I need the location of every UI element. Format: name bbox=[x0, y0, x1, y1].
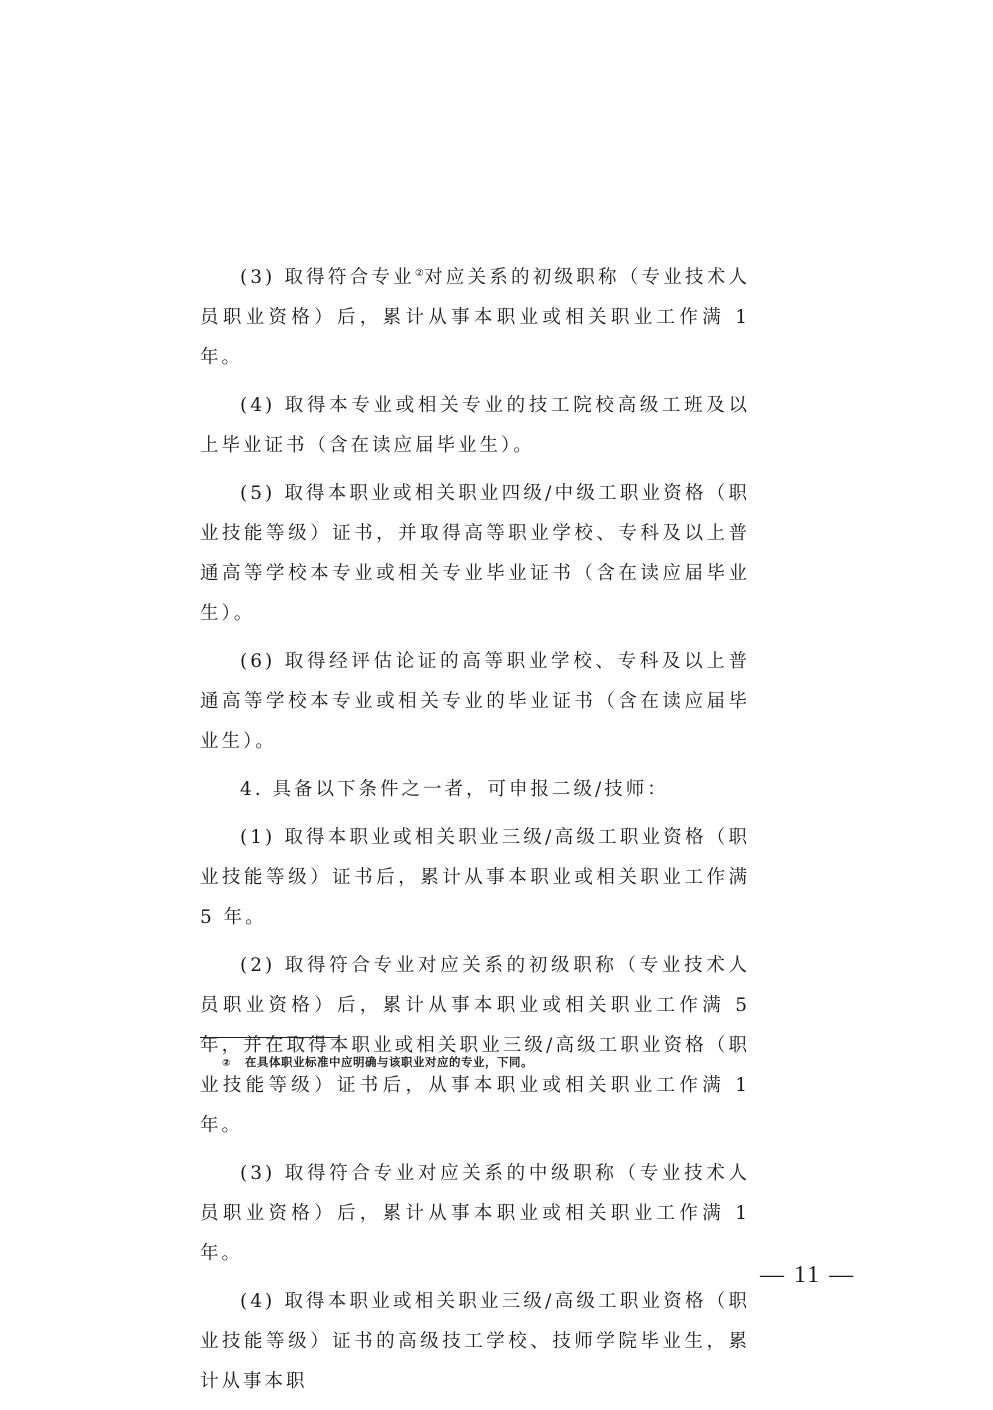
paragraph-item-1: (1) 取得本职业或相关职业三级/高级工职业资格（职业技能等级）证书后，累计从事本职业或相关职业工作满 5 年。 bbox=[200, 827, 750, 928]
footnote bbox=[222, 1054, 533, 1070]
paragraph-item-3b: (3) 取得符合专业对应关系的中级职称（专业技术人员职业资格）后，累计从事本职业或相关职业工作满 1 年。 bbox=[200, 1163, 750, 1264]
section-heading-level-2: 4. 具备以下条件之一者，可申报二级/技师： bbox=[240, 779, 669, 800]
paragraph-item-4b: (4) 取得本职业或相关职业三级/高级工职业资格（职业技能等级）证书的高级技工学校、技师学院毕业生，累计从事本职 bbox=[200, 1291, 750, 1392]
footnote-mark: ② bbox=[222, 1058, 231, 1069]
paragraph-item-6: (6) 取得经评估论证的高等职业学校、专科及以上普通高等学校本专业或相关专业的毕业证书（含在读应届毕业生）。 bbox=[200, 651, 750, 752]
body-text bbox=[200, 258, 750, 1410]
paragraph-item-3 bbox=[200, 258, 750, 378]
footnote-reference[interactable]: ② bbox=[414, 267, 425, 279]
paragraph-text: (3) 取得符合专业 bbox=[240, 267, 415, 288]
footnote-text: 在具体职业标准中应明确与该职业对应的专业，下同。 bbox=[244, 1055, 533, 1069]
paragraph-item-4: (4) 取得本专业或相关专业的技工院校高级工班及以上毕业证书（含在读应届毕业生）。 bbox=[200, 395, 750, 456]
paragraph-item-2: (2) 取得符合专业对应关系的初级职称（专业技术人员职业资格）后，累计从事本职业或相关职业工作满 5 年，并在取得本职业或相关职业三级/高级工职业资格（职业技能等级）证书后，从事本职业或相关职业工作满 1 年。 bbox=[200, 955, 750, 1136]
page-number: — 11 — bbox=[760, 1262, 856, 1288]
footnote-divider bbox=[200, 1037, 340, 1038]
paragraph-text: 对应关系的初级职称（专业技术人员职业资格）后，累计从事本职业或相关职业工作满 1 年。 bbox=[200, 267, 750, 368]
paragraph-item-5: (5) 取得本职业或相关职业四级/中级工职业资格（职业技能等级）证书，并取得高等职业学校、专科及以上普通高等学校本专业或相关专业毕业证书（含在读应届毕业生）。 bbox=[200, 483, 750, 624]
